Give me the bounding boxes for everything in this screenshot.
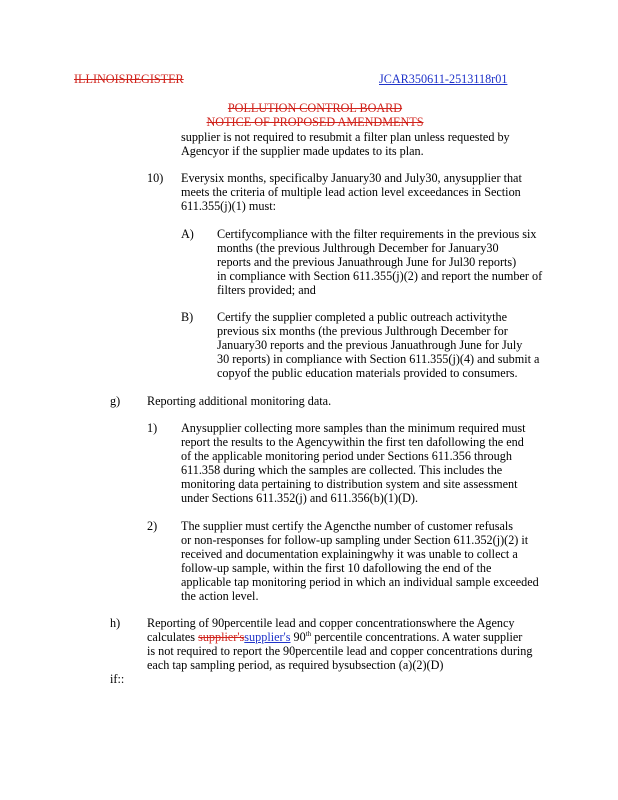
subitem-a-text [217, 227, 542, 297]
subitem-number: A) [181, 227, 194, 241]
text-line: received and documentation explainingwhy it was unable to collect a [181, 547, 518, 561]
text-line: Anysupplier collecting more samples than the minimum required must [181, 421, 526, 435]
text-line: The supplier must certify the Agencthe number of customer refusals [181, 519, 514, 533]
text-line: 611.358 during which the samples are collected. This includes the [181, 463, 503, 477]
deleted-text: supplier's [198, 630, 245, 644]
inserted-text: supplier's [244, 630, 291, 644]
item-number: h) [110, 616, 121, 630]
text-line: the action level. [181, 589, 259, 603]
text-line [147, 630, 532, 644]
text-line: in compliance with Section 611.355(j)(2) and report the number of [217, 269, 543, 283]
notice-title: NOTICE OF PROPOSED AMENDMENTS [206, 115, 424, 129]
item-g-title: Reporting additional monitoring data. [147, 394, 332, 408]
text-line: Certify the supplier completed a public outreach activitythe [217, 310, 508, 324]
text-line: or non-responses for follow-up sampling under Section 611.352(j)(2) it [181, 533, 529, 547]
text-line: Reporting of 90percentile lead and copper concentrationswhere the Agency [147, 616, 515, 630]
subitem-g2-text [181, 519, 539, 603]
item-h-text [147, 616, 532, 672]
subitem-number: 2) [147, 519, 158, 533]
board-name: POLLUTION CONTROL BOARD [227, 101, 403, 115]
text-line: each tap sampling period, as required bysubsection (a)(2)(D) [147, 658, 444, 672]
text-line: monitoring data pertaining to distribution system and site assessment [181, 477, 518, 491]
text-line: months (the previous Julthrough December for January30 [217, 241, 499, 255]
register-title: ILLINOISREGISTER [74, 72, 184, 86]
text-line: Agencyor if the supplier made updates to its plan. [181, 144, 424, 158]
subitem-number: 1) [147, 421, 158, 435]
text-line: under Sections 611.352(j) and 611.356(b)(1)(D). [181, 491, 419, 505]
text-line: previous six months (the previous Julthrough December for [217, 324, 508, 338]
text-segment: calculates [147, 630, 199, 644]
text-line: copyof the public education materials provided to consumers. [217, 366, 518, 380]
text-line: meets the criteria of multiple lead action level exceedances in Section [181, 185, 521, 199]
text-segment: percentile concentrations. A water supplier [311, 630, 523, 644]
text-line: report the results to the Agencywithin the first ten dafollowing the end [181, 435, 524, 449]
text-line: 611.355(j)(1) must: [181, 199, 277, 213]
item-number: 10) [147, 171, 164, 185]
text-line: Certifycompliance with the filter requirements in the previous six [217, 227, 537, 241]
subitem-b-text [217, 310, 539, 380]
subitem-number: B) [181, 310, 194, 324]
trailing-text: if:: [110, 672, 125, 686]
text-segment: 90 [290, 630, 306, 644]
text-line: of the applicable monitoring period under Sections 611.356 through [181, 449, 512, 463]
text-line: applicable tap monitoring period in which an individual sample exceeded [181, 575, 539, 589]
text-line: is not required to report the 90percentile lead and copper concentrations during [147, 644, 533, 658]
item-10-text [181, 171, 522, 213]
jcar-code: JCAR350611-2513118r01 [379, 72, 508, 86]
intro-paragraph [181, 130, 510, 158]
text-line: January30 reports and the previous Januathrough June for July [217, 338, 523, 352]
text-line: follow-up sample, within the first 10 dafollowing the end of the [181, 561, 492, 575]
text-line: filters provided; and [217, 283, 316, 297]
text-line: Everysix months, specificalby January30 and July30, anysupplier that [181, 171, 522, 185]
text-line: 30 reports) in compliance with Section 611.355(j)(4) and submit a [217, 352, 540, 366]
text-line: supplier is not required to resubmit a filter plan unless requested by [181, 130, 510, 144]
item-number: g) [110, 394, 121, 408]
text-line: reports and the previous Januathrough June for Jul30 reports) [217, 255, 517, 269]
subitem-g1-text [181, 421, 526, 505]
superscript: th [305, 629, 312, 638]
